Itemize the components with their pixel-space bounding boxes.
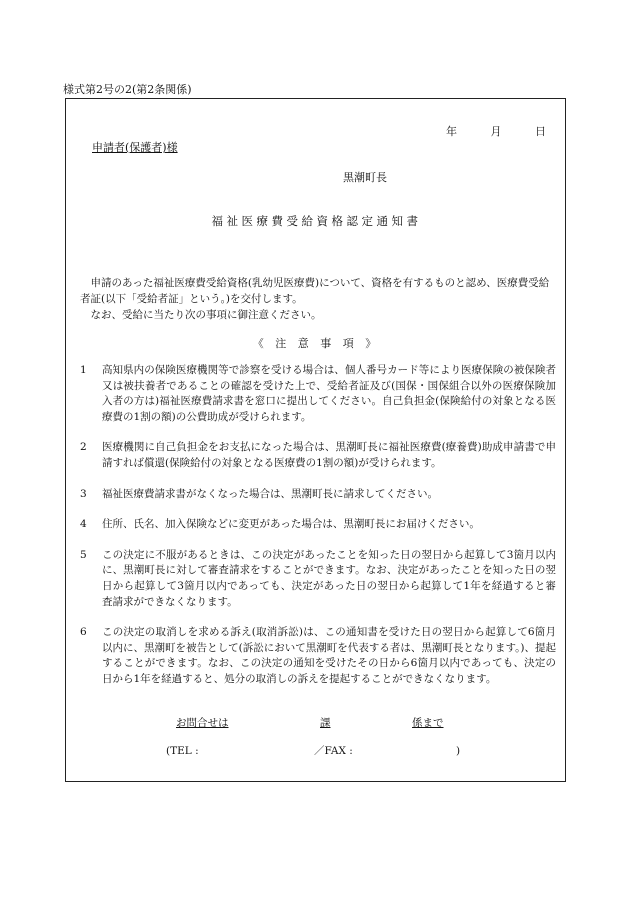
note-number: 3 [80,487,87,500]
issuer-mayor: 黒潮町長 [343,171,387,184]
contact-tel: (TEL : [166,745,199,757]
notes-heading: 《 注 意 事 項 》 [252,337,381,350]
note-number: 6 [80,626,87,639]
applicant-name: 申請者(保護者)様 [92,141,178,154]
document-title: 福祉医療費受給資格認定通知書 [211,214,422,228]
date-year: 年 [446,125,457,138]
note-number: 1 [80,364,87,376]
notes-list [80,363,556,703]
note-text: 医療機関に自己負担金をお支払になった場合は、黒潮町長に福祉医療費(療養費)助成申請書で申請すれば償還(保険給付の対象となる医療費の1割の額)が受けられます。 [102,441,556,469]
note-item [80,440,556,471]
note-number: 2 [80,441,87,454]
contact-fax: ／FAX : [314,745,353,757]
note-text: 住所、氏名、加入保険などに変更があった場合は、黒潮町長にお届けください。 [102,518,480,531]
contact-close: ) [456,745,461,757]
intro-paragraph: 申請のあった福祉医療費受給資格(乳幼児医療費)について、資格を有するものと認め、医療費受給者証(以下「受給者証」という。)を交付します。 [80,277,550,305]
date-month: 月 [490,125,502,138]
issue-date [446,123,546,140]
note-item [80,363,556,425]
note-number: 4 [80,518,87,531]
form-number-label: 様式第2号の2(第2条関係) [63,83,192,96]
note-item [80,487,556,503]
note-number: 5 [80,548,87,561]
note-item [80,517,556,533]
note-text: 高知県内の保険医療機関等で診察を受ける場合は、個人番号カード等により医療保険の被保険者又は被扶養者であることの確認を受けた上で、受給者証及び(国保・国保組合以外の医療保険加入者の方は)福祉医療費請求書を窓口に提出してください。自己負担金(保険給付の対象となる医療費の1割の額)の公費助成が受けられます。 [102,364,556,423]
note-text: 福祉医療費請求書がなくなった場合は、黒潮町長に請求してください。 [102,487,438,500]
notice-frame [65,98,566,782]
note-item [80,625,556,687]
contact-inquiry: お問合せは [176,717,229,729]
date-day: 日 [535,125,546,138]
note-text: この決定の取消しを求める訴え(取消訴訟)は、この通知書を受けた日の翌日から起算して6箇月以内に、黒潮町を被告として(訴訟において黒潮町を代表する者は、黒潮町長となります。)、提起することができます。なお、この決定の通知を受けたその日から6箇月以内であっても、決定の日から1年を経過すると、処分の取消しの訴えを提起することができなくなります。 [102,626,556,685]
contact-division: 課 [320,717,331,729]
note-text: この決定に不服があるときは、この決定があったことを知った日の翌日から起算して3箇月以内に、黒潮町長に対して審査請求をすることができます。なお、決定があったことを知った日の翌日から起算して3箇月以内であっても、決定があった日の翌日から起算して1年を経過すると審査請求ができなくなります。 [102,548,556,608]
intro-paragraph: なお、受給に当たり次の事項に御注意ください。 [90,309,322,321]
note-item [80,548,556,610]
intro-text [80,275,558,323]
contact-section: 係まで [412,717,444,729]
